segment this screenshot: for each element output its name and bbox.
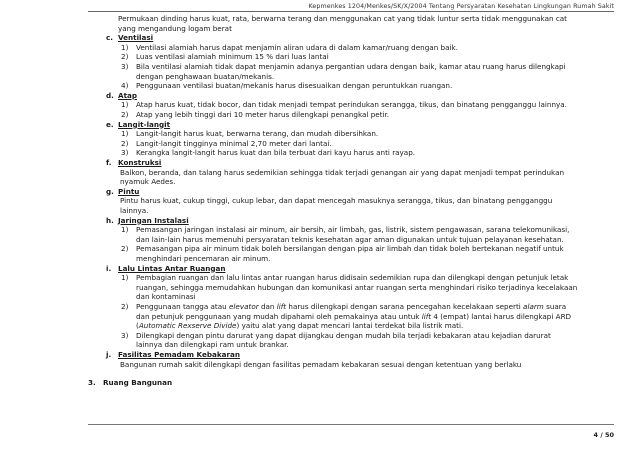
item-text: dan kontaminasi [136, 292, 196, 302]
item-text: dan petunjuk penggunaan yang mudah dipahami oleh pemakainya atau untuk lift 4 (empat) lantai harus dilengkapi ARD [136, 311, 572, 321]
item-text: dengan penghawaan buatan/mekanis. [136, 71, 275, 81]
item-text: Ventilasi alamiah harus dapat menjamin aliran udara di dalam kamar/ruang dengan baik. [136, 42, 458, 52]
section-letter: e. [106, 119, 114, 129]
item-number: 2) [121, 244, 129, 254]
item-text: Penggunaan tangga atau elevator dan lift harus dilengkapi dengan sarana pencegahan kecelakaan seperti alarm suara [136, 302, 567, 311]
paragraph-line: Permukaan dinding harus kuat, rata, berwarna terang dan menggunakan cat yang tidak luntur serta tidak menggunakan cat [118, 14, 567, 23]
paragraph-line: Bangunan rumah sakit dilengkapi dengan fasilitas pemadam kebakaran sesuai dengan ketentuan yang berlaku [120, 359, 522, 369]
section-title: Langit-langit [118, 119, 171, 129]
section-letter: f. [106, 158, 112, 167]
item-text: Pemasangan jaringan instalasi air minum, air bersih, air limbah, gas, listrik, sistem pengawasan, sarana telekomunikasi, [136, 225, 570, 235]
section-number: 3. [88, 377, 96, 387]
section-letter: i. [106, 263, 112, 273]
item-number: 2) [121, 52, 129, 62]
paragraph-line: yang mengandung logam berat [118, 23, 232, 33]
item-number: 4) [121, 81, 129, 91]
item-number: 2) [121, 302, 129, 311]
paragraph-line: lainnya. [120, 206, 149, 215]
section-letter: g. [106, 186, 114, 196]
section-title: Ventilasi [118, 33, 154, 43]
section-title: Lalu Lintas Antar Ruangan [118, 263, 226, 273]
item-number: 1) [121, 129, 129, 139]
item-text: Langit-langit tingginya minimal 2,70 meter dari lantai. [136, 138, 332, 148]
item-text: ruangan, sehingga memudahkan hubungan dan komunikasi antar ruangan serta menghindari risiko terjadinya kecelakaan [136, 282, 578, 292]
footer-rule [88, 424, 614, 425]
section-letter: c. [106, 33, 113, 43]
item-text: dan lain-lain harus memenuhi persyaratan teknis kesehatan agar aman digunakan untuk tujuan pelayanan kesehatan. [136, 234, 564, 244]
item-number: 1) [121, 42, 129, 52]
item-number: 1) [121, 100, 129, 110]
item-text: Atap yang lebih tinggi dari 10 meter harus dilengkapi penangkal petir. [136, 110, 390, 119]
item-text: Penggunaan ventilasi buatan/mekanis harus disesuaikan dengan peruntukkan ruangan. [136, 81, 453, 91]
item-text: menghindari pencemaran air minum. [136, 254, 271, 263]
item-number: 2) [121, 138, 129, 148]
item-text: Bila ventilasi alamiah tidak dapat menjamin adanya pergantian udara dengan baik, kamar atau ruang harus dilengkapi [136, 62, 566, 71]
header-rule [88, 11, 614, 12]
item-text: lainnya dan dilengkapi ram untuk brankar. [136, 340, 289, 350]
running-header: Kepmenkes 1204/Menkes/SK/X/2004 Tentang Persyaratan Kesehatan Lingkungan Rumah Sakit [308, 3, 614, 10]
item-number: 1) [121, 225, 129, 235]
item-text: Langit-langit harus kuat, berwarna terang, dan mudah dibersihkan. [136, 129, 379, 139]
paragraph-line: Balkon, beranda, dan talang harus sedemikian sehingga tidak terjadi genangan air yang dapat menjadi tempat perindukan [120, 167, 565, 177]
paragraph-line: Pintu harus kuat, cukup tinggi, cukup lebar, dan dapat mencegah masuknya serangga, tikus, dan binatang pengganggu [120, 196, 553, 206]
item-number: 3) [121, 62, 129, 71]
item-text: Atap harus kuat, tidak bocor, dan tidak menjadi tempat perindukan serangga, tikus, dan binatang pengganggu lainnya. [136, 100, 567, 110]
page-number: 4 / 50 [593, 431, 614, 439]
item-number: 3) [121, 330, 129, 340]
section-letter: h. [106, 215, 114, 225]
section-title: Atap [118, 90, 137, 100]
item-text: Kerangka langit-langit harus kuat dan bila terbuat dari kayu harus anti rayap. [136, 148, 416, 158]
section-title: Konstruksi [118, 158, 162, 167]
section-title: Fasilitas Pemadam Kebakaran [118, 350, 240, 359]
item-text: Dilengkapi dengan pintu darurat yang dapat dijangkau dengan mudah bila terjadi kebakaran atau kejadian darurat [136, 330, 551, 340]
item-number: 1) [121, 273, 129, 283]
item-number: 3) [121, 148, 129, 158]
section-title: Pintu [118, 186, 140, 196]
section-title: Jaringan Instalasi [118, 215, 189, 225]
section-heading: Ruang Bangunan [103, 377, 173, 387]
section-letter: d. [106, 90, 114, 100]
item-text: Luas ventilasi alamiah minimum 15 % dari luas lantai [136, 52, 329, 62]
item-number: 2) [121, 110, 129, 119]
paragraph-line: nyamuk Aedes. [120, 177, 176, 187]
item-text: (Automatic Rexserve Divide) yaitu alat yang dapat mencari lantai terdekat bila listrik mati. [136, 321, 464, 331]
item-text: Pemasangan pipa air minum tidak boleh bersilangan dengan pipa air limbah dan tidak boleh bertekanan negatif untuk [136, 244, 564, 254]
section-letter: j. [106, 350, 112, 359]
item-text: Pembagian ruangan dan lalu lintas antar ruangan harus didisain sedemikian rupa dan dilengkapi dengan petunjuk letak [136, 273, 569, 283]
